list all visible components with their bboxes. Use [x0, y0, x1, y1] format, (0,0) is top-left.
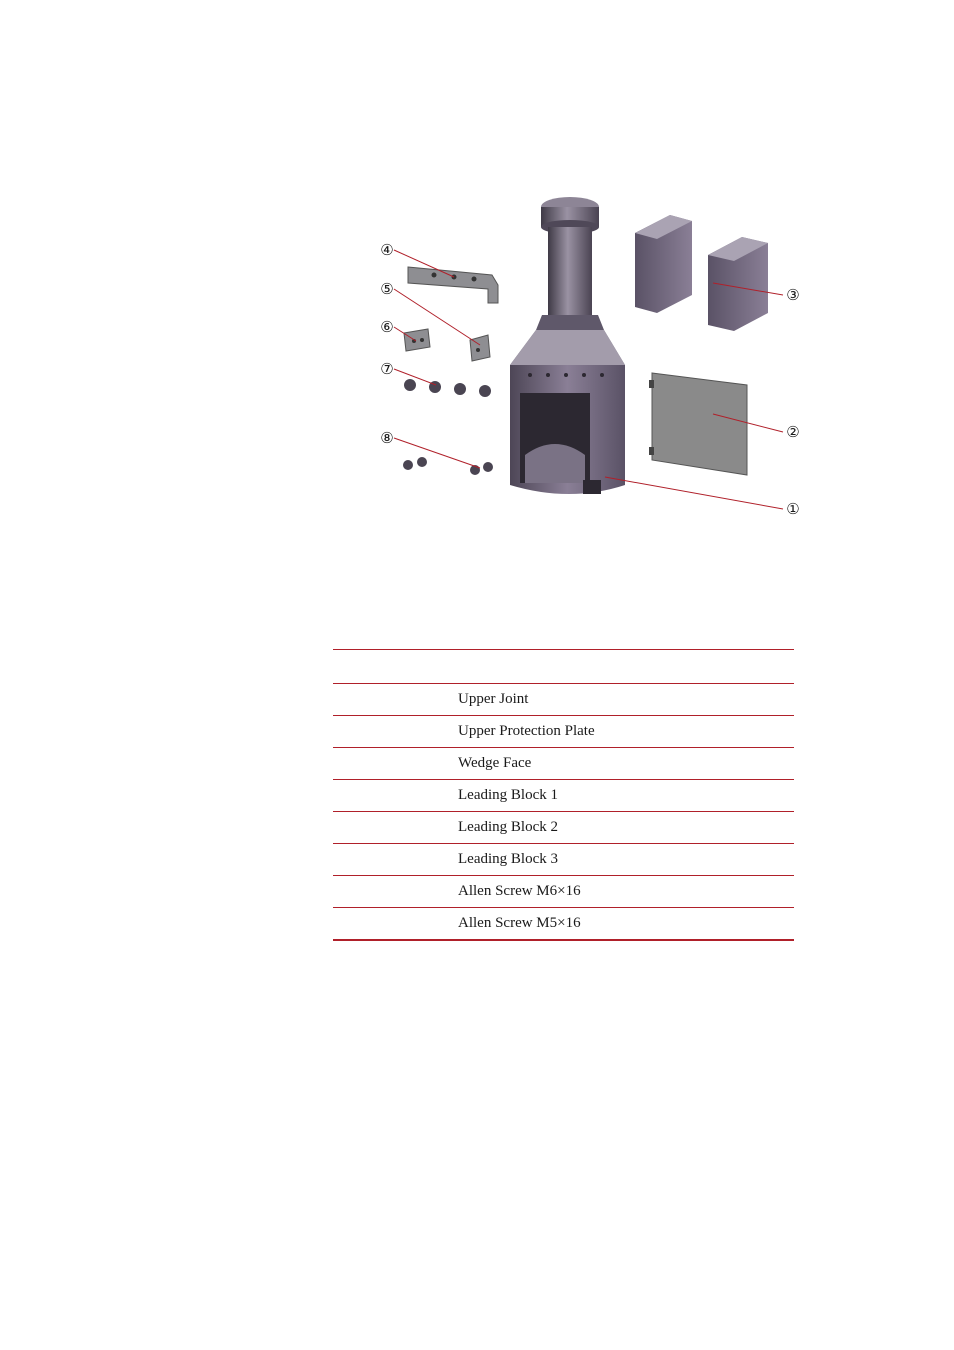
leading-block-1-part [408, 267, 498, 303]
row-number-cell [333, 876, 458, 908]
row-number-cell [333, 716, 458, 748]
row-number-cell [333, 684, 458, 716]
table-header-row [333, 650, 794, 684]
table-row [333, 908, 794, 941]
row-number-cell [333, 908, 458, 941]
row-number-cell [333, 780, 458, 812]
part-name: Leading Block 2 [458, 812, 794, 844]
table-row [333, 780, 794, 812]
header-cell-number [333, 650, 458, 684]
header-cell-name [458, 650, 794, 684]
table-row [333, 748, 794, 780]
part-name: Allen Screw M6×16 [458, 876, 794, 908]
callout-1: ① [786, 500, 800, 518]
table-row [333, 844, 794, 876]
row-number-cell [333, 812, 458, 844]
wedge-face-part [635, 215, 768, 331]
upper-protection-plate-part [649, 373, 747, 475]
table-row [333, 876, 794, 908]
allen-screw-m5-part [403, 457, 493, 475]
callout-4: ④ [380, 241, 394, 259]
part-name: Allen Screw M5×16 [458, 908, 794, 941]
part-name: Leading Block 3 [458, 844, 794, 876]
allen-screw-m6-part [404, 379, 491, 397]
table-row [333, 716, 794, 748]
callout-3: ③ [786, 286, 800, 304]
leading-block-2-part [470, 335, 490, 361]
part-name: Wedge Face [458, 748, 794, 780]
row-number-cell [333, 748, 458, 780]
part-name: Upper Protection Plate [458, 716, 794, 748]
callout-8: ⑧ [380, 429, 394, 447]
part-name: Upper Joint [458, 684, 794, 716]
table-row [333, 684, 794, 716]
exploded-view-diagram [370, 185, 810, 525]
part-name: Leading Block 1 [458, 780, 794, 812]
parts-table [333, 649, 794, 941]
row-number-cell [333, 844, 458, 876]
leading-block-3-part [404, 329, 430, 351]
callout-6: ⑥ [380, 318, 394, 336]
upper-joint-part [510, 197, 625, 494]
table-row [333, 812, 794, 844]
callout-5: ⑤ [380, 280, 394, 298]
callout-2: ② [786, 423, 800, 441]
callout-7: ⑦ [380, 360, 394, 378]
